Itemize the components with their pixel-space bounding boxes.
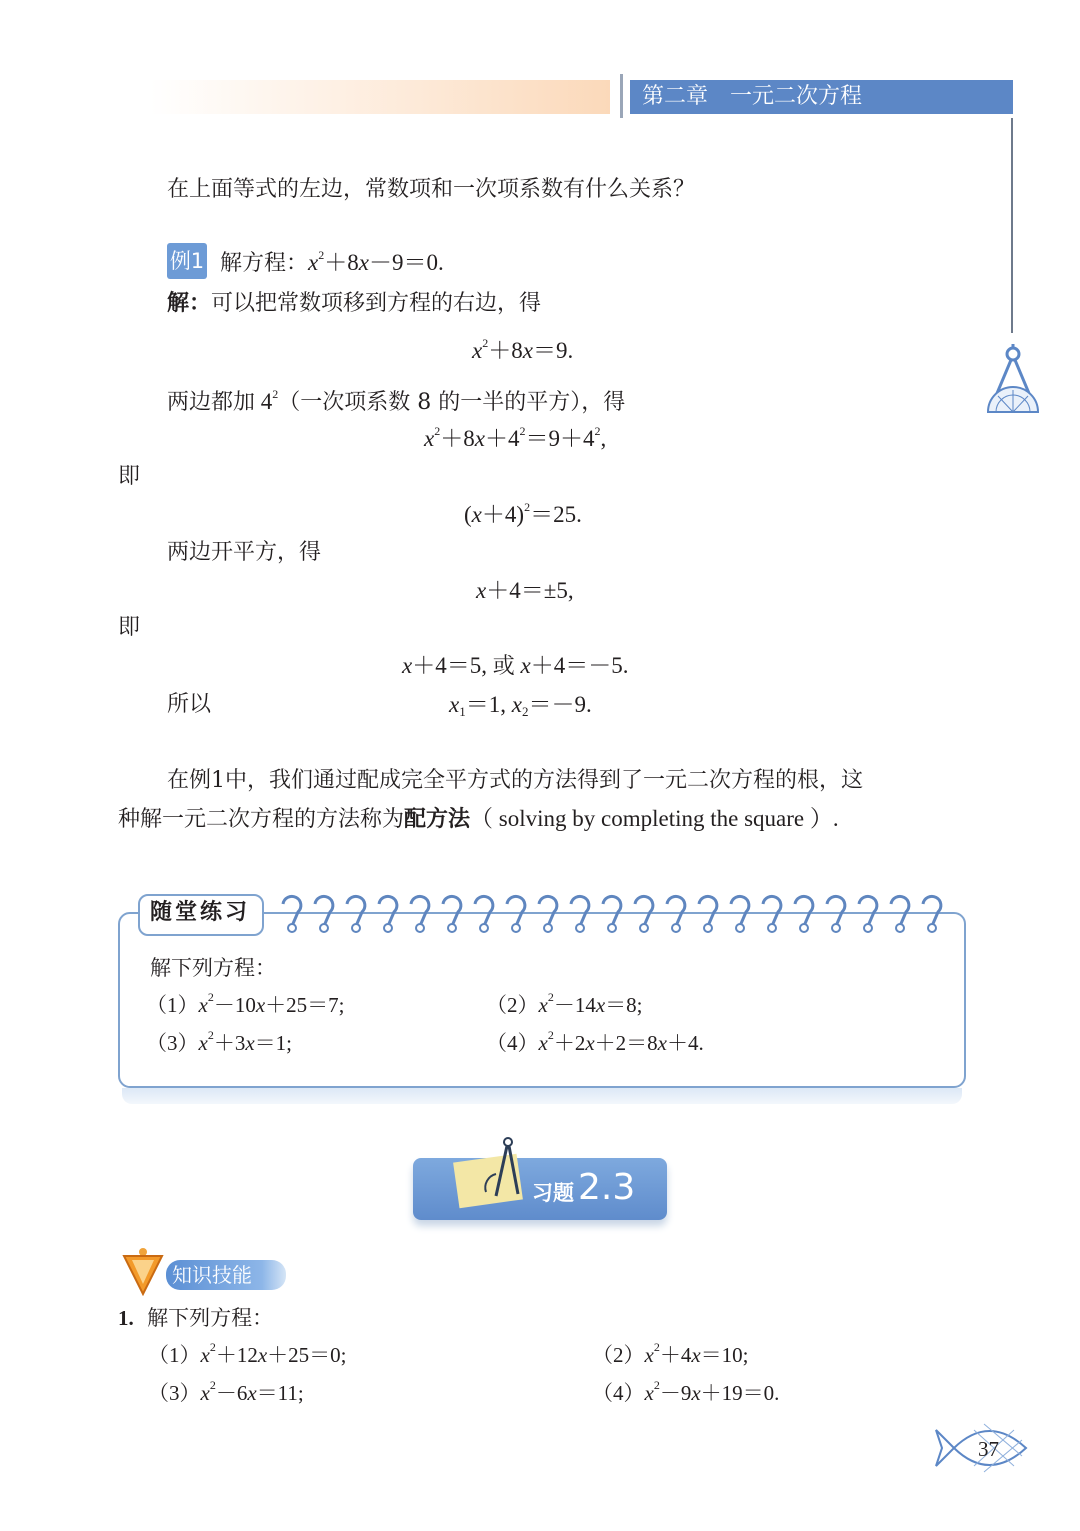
practice-prompt: 解下列方程： [150,956,276,980]
step1-text: 可以把常数项移到方程的右边，得 [211,291,542,316]
ring-coil [283,896,301,926]
ring-coil [827,896,845,926]
suoyi-label: 所以 [167,692,212,717]
ring-hole [384,924,392,932]
equation-roots: $x_1=1$, $x_2=-9$. [449,692,592,719]
intro-question: 在上面等式的左边，常数项和一次项系数有什么关系？ [167,177,696,202]
ring-coil [699,896,717,926]
margin-rule [1011,118,1013,333]
ring-hole [512,924,520,932]
summary-line-2 [118,804,839,835]
equation-line-1: $x^2+8x=9$. [472,336,574,363]
skill-label-1: （1） [148,1343,201,1367]
ring-hole [736,924,744,932]
ring-hole [544,924,552,932]
practice-box-shadow [122,1088,962,1104]
equation-line-3: $(x+4)^2=25$. [464,500,582,527]
ring-hole [416,924,424,932]
skill-label-4: （4） [592,1381,645,1405]
page-number: 37 [978,1437,999,1461]
ring-coil [795,896,813,926]
notebook-rings-icon [280,886,950,940]
ring-coil [379,896,397,926]
exercise-number: 2.3 [578,1167,636,1208]
solution-step1 [167,288,541,319]
ring-hole [352,924,360,932]
ji-label-1: 即 [118,464,141,489]
practice-item-4: $(4)x^2+2x+2=8x+4$. [486,1028,704,1055]
skill-label-3: （3） [148,1381,201,1405]
ring-hole [576,924,584,932]
ring-coil [859,896,877,926]
equation-line-2: $x^2+8x+4^2=9+4^2$, [424,424,607,451]
example-equation: $x^2+8x-9=0$. [308,248,444,275]
huo-text: 或 [492,654,515,679]
compass-protractor-icon [982,340,1044,418]
skill-label-2: （2） [592,1343,645,1367]
solution-label: 解： [167,290,212,316]
practice-item-2: $(2)x^2-14x=8$; [486,990,643,1017]
skill-item-2: $(2)x^2+4x=10$; [592,1340,749,1367]
ring-hole [864,924,872,932]
summary-line-2-pre: 种解一元二次方程的方法称为 [118,807,405,832]
term-peifangfa: 配方法 [404,806,471,832]
ring-hole [480,924,488,932]
solution-step3: 两边开平方，得 [167,540,322,565]
ring-coil [603,896,621,926]
pennant-icon [122,1246,164,1296]
step2-square: $4^2$ [255,387,279,414]
step2-pre: 两边都加 [167,390,256,415]
ring-hole [640,924,648,932]
ring-coil [411,896,429,926]
practice-item-1: $(1)x^2-10x+25=7$; [146,990,345,1017]
ring-coil [923,896,941,926]
ring-hole [768,924,776,932]
practice-item-3: $(3)x^2+3x=1$; [146,1028,292,1055]
ring-coil [667,896,685,926]
question-1 [118,1303,273,1333]
practice-label-3: （3） [146,1031,199,1055]
practice-label-1: （1） [146,993,199,1017]
ring-hole [288,924,296,932]
skill-item-4: $(4)x^2-9x+19=0$. [592,1378,780,1405]
equation-line-4: x＋4＝±5, [476,578,574,603]
compass-icon [474,1134,524,1204]
example-prompt-label: 解方程： [220,251,309,276]
skills-tag-label: 知识技能 [172,1263,252,1287]
ring-coil [347,896,365,926]
ring-coil [315,896,333,926]
skill-item-1: $(1)x^2+12x+25=0$; [148,1340,347,1367]
ring-hole [832,924,840,932]
ring-hole [800,924,808,932]
ring-coil [443,896,461,926]
ring-hole [672,924,680,932]
ring-coil [571,896,589,926]
practice-label-4: （4） [486,1031,539,1055]
question-1-number: 1. [118,1306,134,1330]
ring-coil [731,896,749,926]
ring-coil [475,896,493,926]
ring-coil [635,896,653,926]
example-prompt [220,248,444,279]
exercise-word: 习题 [532,1181,574,1205]
ring-coil [891,896,909,926]
ring-coil [763,896,781,926]
practice-label-2: （2） [486,993,539,1017]
ring-hole [896,924,904,932]
skill-item-3: $(3)x^2-6x=11$; [148,1378,304,1405]
practice-title: 随堂练习 [150,900,251,925]
summary-line-1: 在例1中，我们通过配成完全平方式的方法得到了一元二次方程的根，这 [167,768,863,793]
header-divider [620,74,623,118]
ji-label-2: 即 [118,615,141,640]
chapter-title: 第二章 一元二次方程 [642,84,863,109]
term-english: （ solving by completing the square ）. [470,806,839,831]
equation-line-5: x＋4＝5, 或 x＋4＝－5. [402,653,629,679]
ring-hole [320,924,328,932]
ring-hole [928,924,936,932]
ring-hole [704,924,712,932]
example-badge: 例1 [167,243,207,279]
ring-hole [608,924,616,932]
ring-hole [448,924,456,932]
header-decoration [150,80,610,114]
ring-coil [539,896,557,926]
question-1-prompt: 解下列方程： [147,1306,274,1330]
step2-note: （一次项系数 8 的一半的平方），得 [278,390,626,415]
solution-step2 [167,387,625,418]
ring-coil [507,896,525,926]
